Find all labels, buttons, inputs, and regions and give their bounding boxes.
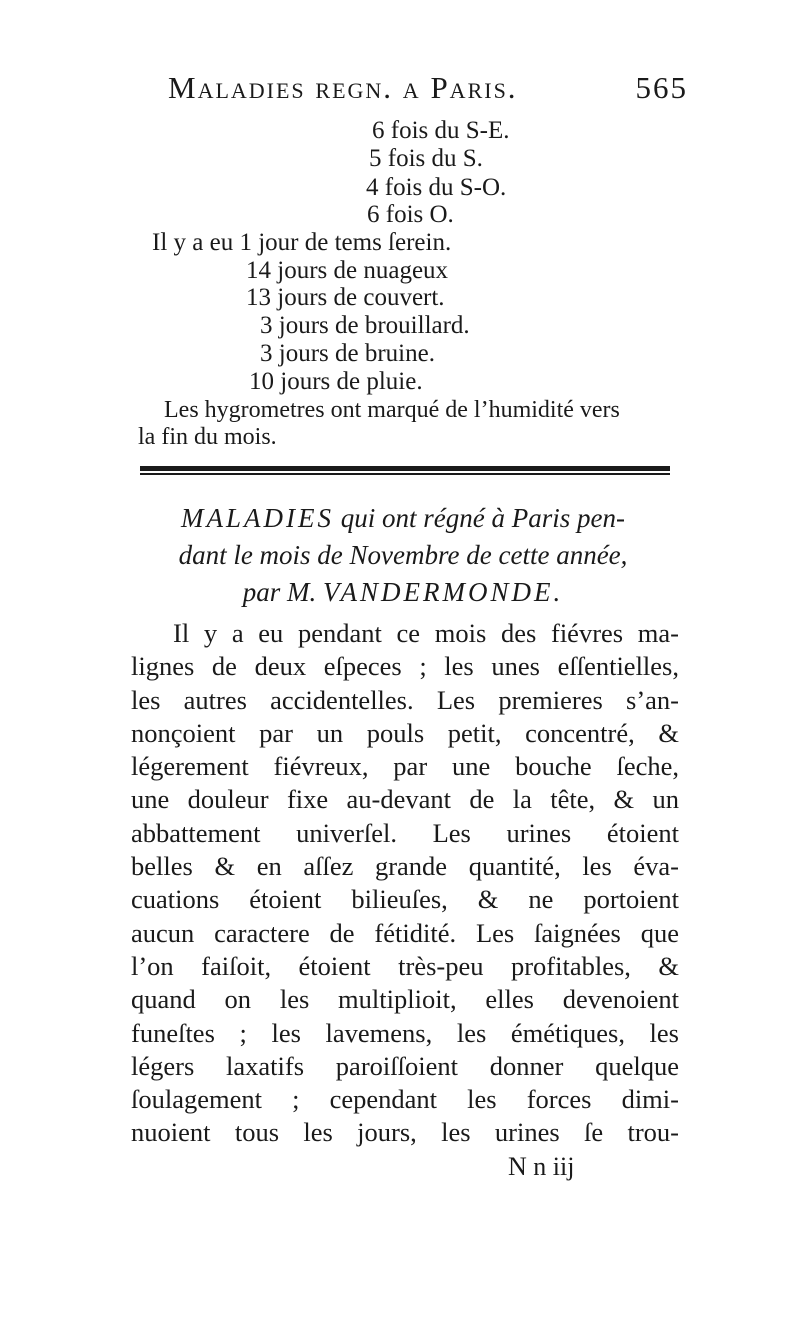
days-line: 10 jours de pluie. (249, 368, 423, 395)
body-line: légerement fiévreux, par une bouche ſeche, (131, 751, 679, 782)
heading-par: par M. (242, 577, 324, 607)
heading-rest: qui ont régné à Paris pen- (334, 503, 625, 533)
wind-line: 6 fois du S-E. (372, 117, 510, 144)
body-line: une douleur fixe au-devant de la tête, & un (131, 784, 679, 815)
wind-line: 4 fois du S-O. (366, 174, 507, 201)
article-body (131, 617, 679, 1150)
page-number: 565 (635, 70, 688, 105)
heading-caps: MALADIES (181, 503, 334, 533)
heading-line: dant le mois de Novembre de cette année, (178, 540, 628, 570)
rule-thin (140, 473, 670, 475)
body-line: quand on les multiplioit, elles devenoient (131, 984, 679, 1015)
body-line: aucun caractere de fétidité. Les ſaignées que (131, 917, 679, 948)
wind-line: 6 fois O. (367, 201, 454, 228)
body-line: nuoient tous les jours, les urines ſe trou- (131, 1117, 679, 1148)
heading-line (118, 574, 688, 611)
days-line: 14 jours de nuageux (246, 257, 449, 284)
hygrometer-line: la fin du mois. (138, 424, 277, 450)
body-line: l’on faiſoit, étoient très-peu profitables, & (131, 950, 679, 981)
body-line: les autres accidentelles. Les premieres s’an- (131, 684, 679, 715)
body-line: Il y a eu pendant ce mois des fiévres ma- (173, 618, 679, 648)
rule-thick (140, 466, 670, 471)
body-line: ſoulagement ; cependant les forces dimi- (131, 1084, 679, 1115)
body-line: cuations étoient bilieuſes, & ne portoient (131, 884, 679, 915)
body-line: abbattement univerſel. Les urines étoient (131, 817, 679, 848)
section-rule (140, 466, 670, 475)
body-line: belles & en aſſez grande quantité, les éva- (131, 851, 679, 882)
heading-line (118, 500, 688, 537)
running-head-title: Maladies regn. a Paris. (168, 70, 518, 105)
body-line: funeſtes ; les lavemens, les émétiques, les (131, 1017, 679, 1048)
days-line: 13 jours de couvert. (246, 284, 445, 311)
hygrometer-line: Les hygrometres ont marqué de l’humidité vers (164, 397, 620, 423)
article-heading (118, 500, 688, 611)
heading-author: VANDERMONDE. (323, 577, 564, 607)
running-head (168, 70, 688, 114)
days-line: 3 jours de bruine. (260, 340, 435, 367)
days-line: Il y a eu 1 jour de tems ſerein. (152, 229, 452, 256)
body-line: lignes de deux eſpeces ; les unes eſſentielles, (131, 651, 679, 682)
signature-mark: N n iij (508, 1152, 575, 1181)
body-line: légers laxatifs paroiſſoient donner quelque (131, 1050, 679, 1081)
body-line: nonçoient par un pouls petit, concentré, & (131, 717, 679, 748)
days-line: 3 jours de brouillard. (260, 312, 470, 339)
wind-line: 5 fois du S. (369, 145, 483, 172)
